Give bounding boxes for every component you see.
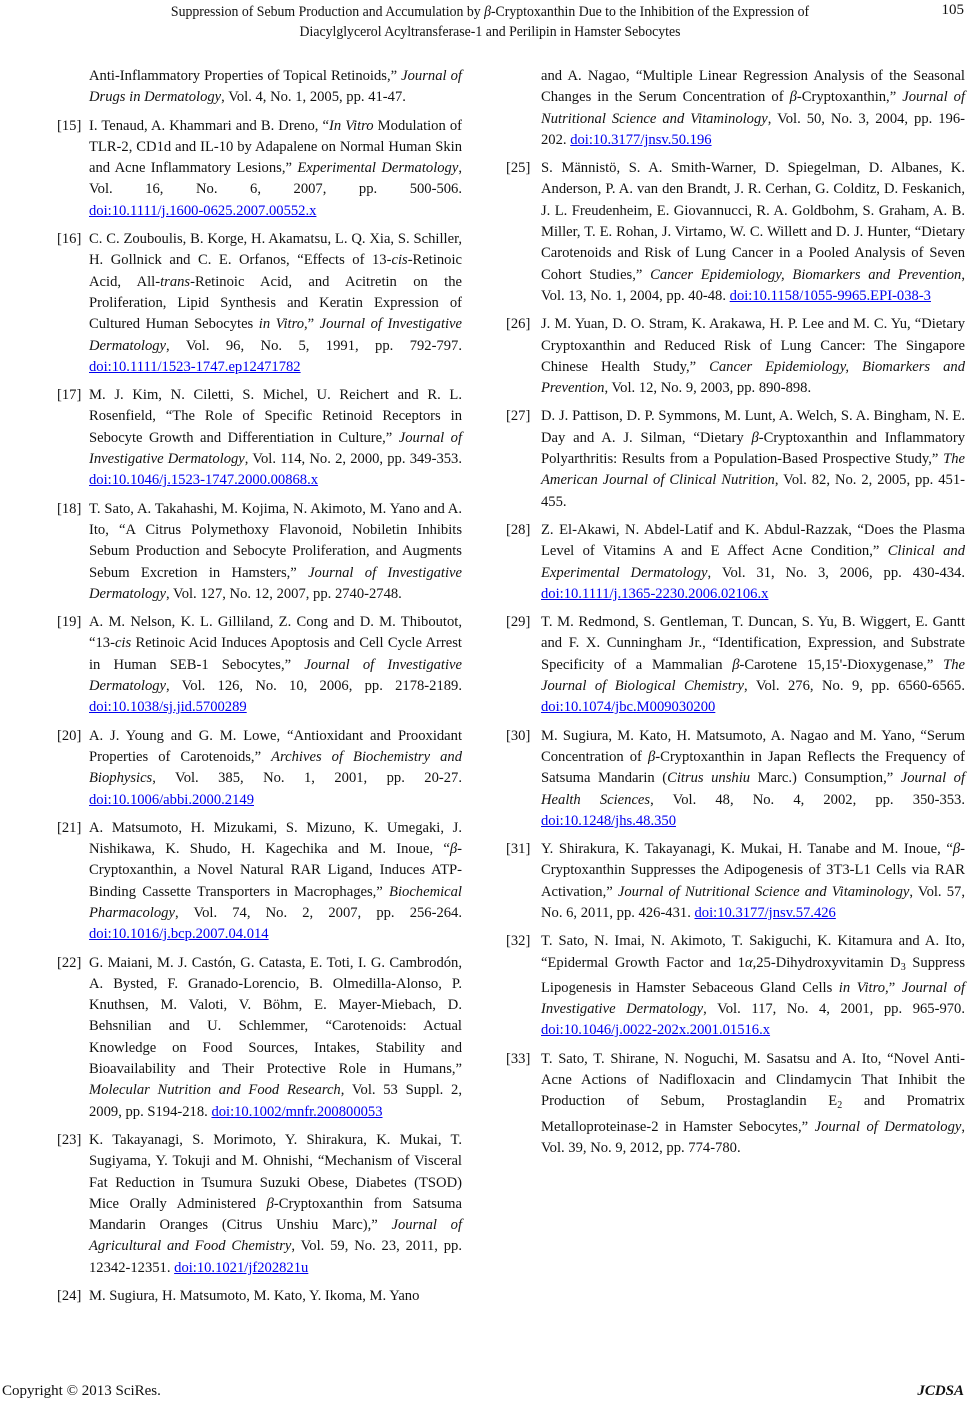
reference-number: [32] [506, 933, 531, 950]
reference-number: [31] [506, 841, 531, 858]
reference-text: A. Matsumoto, H. Mizukami, S. Mizuno, K. Umegaki, J. Nishikawa, K. Shudo, H. Kagechika and M. Inoue, “ [89, 819, 462, 858]
reference-text: D. J. Pattison, D. P. Symmons, M. Lunt, A. Welch, S. A. Bingham, N. E. Day and A. J. Silman, “Dietary [541, 408, 965, 446]
doi-link[interactable]: doi:10.1111/j.1365-2230.2006.02106.x [541, 585, 769, 602]
page-number: 105 [941, 2, 964, 18]
reference-italic-text: Citrus unshiu [667, 770, 751, 787]
reference-text: , Vol. 4, No. 1, 2005, pp. 41-47. [221, 89, 406, 106]
reference-italic-text: Archives of Biochemistry and Biophysics [89, 748, 462, 787]
reference-text: -Cryptoxanthin,” [796, 89, 903, 106]
reference-text: -Carotene 15,15'-Dioxygenase,” [739, 656, 944, 673]
reference-text: , Vol. 127, No. 12, 2007, pp. 2740-2748. [166, 585, 402, 602]
reference-number: [27] [506, 408, 531, 425]
reference-number: [24] [57, 1288, 82, 1305]
reference-text: -Cryptoxanthin, a Novel Natural RAR Ligand, Induces ATP-Binding Cassette Transporters in Macrophages,” [89, 841, 462, 900]
reference-number: [25] [506, 160, 531, 177]
header-text: -Cryptoxanthin Due to the Inhibition of the Expression of [490, 4, 810, 20]
reference-entry [506, 158, 965, 307]
reference-italic-text: Clinical and Experimental Dermatology [541, 543, 965, 581]
reference-number: [21] [57, 819, 82, 836]
reference-text: -Retinoic Acid, All- [89, 252, 462, 290]
reference-text: A. J. Young and G. M. Lowe, “Antioxidant and Prooxidant Properties of Carotenoids,” [89, 727, 462, 765]
reference-italic-text: β [266, 1195, 274, 1212]
reference-text: ,25-Dihydroxyvitamin D [752, 954, 901, 971]
reference-text: Y. Shirakura, K. Takayanagi, K. Mukai, H. Tanabe and M. Inoue, “ [541, 841, 953, 858]
doi-link[interactable]: doi:10.1006/abbi.2000.2149 [89, 791, 254, 808]
doi-link[interactable]: doi:10.1016/j.bcp.2007.04.014 [89, 926, 269, 943]
reference-italic-text: trans [160, 273, 191, 290]
reference-text: , Vol. 13, No. 1, 2004, pp. 40-48. [541, 266, 965, 304]
reference-entry [506, 612, 965, 718]
header-title-line-2: Diacylglycerol Acyltransferase-1 and Perilipin in Hamster Sebocytes [299, 24, 681, 40]
reference-entry [506, 520, 965, 605]
doi-link[interactable]: doi:10.3177/jnsv.50.196 [570, 131, 712, 148]
reference-italic-text: In Vitro [328, 117, 374, 134]
journal-abbrev: JCDSA [917, 1383, 964, 1399]
reference-text: , Vol. 12, No. 9, 2003, pp. 890-898. [604, 380, 812, 397]
reference-italic-text: Cancer Epidemiology, Biomarkers and Prevention [650, 266, 962, 283]
reference-text: Z. El-Akawi, N. Abdel-Latif and K. Abdul-Razzak, “Does the Plasma Level of Vitamins A and E Affect Acne Condition,” [541, 521, 965, 560]
reference-italic-text: Cancer Epidemiology, Biomarkers and Prevention [541, 358, 965, 397]
reference-text: -Cryptoxanthin in Japan Reflects the Frequency of Satsuma Mandarin ( [541, 748, 965, 787]
copyright: Copyright © 2013 SciRes. [2, 1383, 161, 1399]
reference-number: [28] [506, 521, 531, 538]
reference-number: [26] [506, 316, 531, 333]
reference-text: , Vol. 114, No. 2, 2000, pp. 349-353. [244, 451, 462, 468]
reference-text: Marc.) Consumption,” [750, 770, 901, 787]
reference-italic-text: Journal of Agricultural and Food Chemistry [89, 1217, 462, 1255]
reference-text: , Vol. 385, No. 1, 2001, pp. 20-27. [152, 770, 462, 787]
reference-entry [57, 385, 462, 491]
doi-link[interactable]: doi:10.1074/jbc.M009030200 [541, 699, 716, 716]
reference-number: [22] [57, 954, 82, 971]
reference-number: [23] [57, 1131, 82, 1148]
doi-link[interactable]: doi:10.1002/mnfr.200800053 [211, 1103, 383, 1120]
subscript: 3 [900, 961, 906, 973]
reference-italic-text: β [449, 841, 458, 858]
doi-link[interactable]: doi:10.1046/j.1523-1747.2000.00868.x [89, 472, 319, 489]
reference-number: [30] [506, 727, 531, 744]
reference-number: [18] [57, 500, 82, 517]
reference-entry [57, 612, 462, 718]
reference-italic-text: β [751, 429, 759, 446]
reference-italic-text: β [648, 748, 656, 765]
reference-text: , Vol. 31, No. 3, 2006, pp. 430-434. [707, 564, 965, 581]
reference-entry [57, 229, 462, 378]
reference-italic-text: Journal of Investigative Dermatology [89, 564, 462, 602]
reference-number: [33] [506, 1050, 531, 1067]
reference-text: G. Maiani, M. J. Castón, G. Catasta, E. Toti, I. G. Cambrodón, A. Bysted, F. Granado-Lorencio, B. Olmedilla-Alonso, P. Knuthsen, M. Valoti, V. Böhm, E. Mayer-Miebach, D. Behsnilian and U. Schlemmer, “Carotenoids: Actual Knowledge on Food Sources, Intakes, Stability and Bioavailability and Their Protective Role in Humans,” [89, 954, 462, 1078]
reference-italic-text: The Journal of Biological Chemistry [541, 656, 965, 695]
reference-italic-text: in Vitro [838, 979, 886, 996]
reference-text: -Retinoic Acid, and Acitretin on the Proliferation, Lipid Synthesis and Keratin Expression of Cultured Human Sebocytes [89, 273, 462, 333]
reference-text: M. Sugiura, M. Kato, H. Matsumoto, A. Nagao and M. Yano, “Serum Concentration of [541, 727, 965, 765]
reference-text: K. Takayanagi, S. Morimoto, Y. Shirakura, K. Mukai, T. Sugiyama, Y. Tokuji and M. Ohnishi, “Mechanism of Visceral Fat Reduction in Tsumura Suzuki Obese, Diabetes (TSOD) Mice Orally Administered [89, 1131, 462, 1212]
subscript: 2 [837, 1100, 843, 1112]
reference-entry [506, 314, 965, 399]
reference-text: , Vol. 96, No. 5, 1991, pp. 792-797. [166, 337, 462, 354]
reference-entry [57, 116, 462, 222]
reference-text: T. M. Redmond, S. Gentleman, T. Duncan, S. Yu, B. Wiggert, E. Gantt and F. X. Cunningham Jr., “Identification, Expression, and Substrate Specificity of a Mammalian [541, 614, 965, 673]
reference-text: , Vol. 16, No. 6, 2007, pp. 500-506. [89, 160, 462, 198]
reference-number: [19] [57, 614, 82, 631]
reference-entry [57, 1286, 462, 1307]
reference-italic-text: Journal of Investigative Dermatology [541, 979, 966, 1018]
reference-entry [506, 406, 965, 512]
reference-entry [506, 726, 965, 832]
doi-link[interactable]: doi:10.1046/j.0022-202x.2001.01516.x [541, 1022, 771, 1039]
doi-link[interactable]: doi:10.1111/j.1600-0625.2007.00552.x [89, 202, 317, 219]
reference-italic-text: β [952, 841, 961, 858]
reference-italic-text: Biochemical Pharmacology [89, 883, 462, 921]
reference-entry [57, 818, 462, 946]
reference-text: ,” [885, 979, 902, 996]
reference-text: , Vol. 117, No. 4, 2001, pp. 965-970. [703, 1001, 965, 1018]
header-beta: β [484, 4, 491, 20]
reference-text: , Vol. 59, No. 23, 2011, pp. 12342-12351. [89, 1238, 463, 1276]
reference-italic-text: Journal of Investigative Dermatology [89, 656, 462, 695]
reference-text: T. Sato, T. Shirane, N. Noguchi, M. Sasatsu and A. Ito, “Novel Anti-Acne Actions of Nadifloxacin and Clindamycin That Inhibit the Production of Sebum, Prostaglandin E [541, 1050, 965, 1110]
reference-continuation [506, 66, 965, 151]
reference-continuation [57, 66, 462, 109]
reference-text: -Cryptoxanthin Suppresses the Adipogenesis of 3T3-L1 Cells via RAR Activation,” [541, 841, 965, 900]
reference-text: , Vol. 48, No. 4, 2002, pp. 350-353. [650, 791, 965, 808]
reference-text: A. M. Nelson, K. L. Gilliland, Z. Cong and D. M. Thiboutot, “13- [89, 614, 462, 652]
reference-text: and A. Nagao, “Multiple Linear Regression Analysis of the Seasonal Changes in the Serum Concentration of [541, 68, 965, 106]
doi-link[interactable]: doi:10.1111/1523-1747.ep12471782 [89, 358, 301, 375]
reference-text: Suppress Lipogenesis in Hamster Sebaceous Gland Cells [541, 954, 965, 996]
reference-text: J. M. Yuan, D. O. Stram, K. Arakawa, H. P. Lee and M. C. Yu, “Dietary Cryptoxanthin and Reduced Risk of Lung Cancer: The Singapore Chinese Health Study,” [541, 316, 965, 375]
reference-number: [15] [57, 117, 82, 134]
reference-number: [17] [57, 387, 82, 404]
reference-italic-text: β [789, 89, 797, 106]
header-title-line-1 [94, 2, 885, 22]
doi-link[interactable]: doi:10.3177/jnsv.57.426 [694, 904, 836, 921]
reference-italic-text: Journal of Health Sciences [541, 770, 965, 808]
reference-text: I. Tenaud, A. Khammari and B. Dreno, “ [89, 117, 329, 134]
reference-number: [29] [506, 614, 531, 631]
reference-text: ,” [304, 316, 320, 333]
reference-italic-text: Journal of Nutritional Science and Vitaminology [617, 883, 910, 900]
reference-text: -Cryptoxanthin and Inflammatory Polyarthritis: Results from a Population-Based Prospective Study,” [541, 429, 965, 468]
reference-text: , Vol. 57, No. 6, 2011, pp. 426-431. [541, 883, 965, 921]
reference-italic-text: Journal of Drugs in Dermatology [89, 68, 462, 106]
reference-italic-text: cis [391, 252, 408, 269]
reference-italic-text: Molecular Nutrition and Food Research [89, 1082, 341, 1099]
reference-entry [506, 839, 965, 924]
running-header [94, 2, 885, 42]
reference-text: and Promatrix Metalloproteinase-2 in Hamster Sebocytes,” [541, 1093, 965, 1135]
references-right-column [506, 66, 965, 1166]
reference-text: C. C. Zouboulis, B. Korge, H. Akamatsu, L. Q. Xia, S. Schiller, H. Gollnick and C. E. Orfanos, “Effects of 13- [89, 231, 462, 269]
reference-text: T. Sato, N. Imai, N. Akimoto, T. Sakiguchi, K. Kitamura and A. Ito, “Epidermal Growth Factor and 1 [541, 933, 965, 971]
doi-link[interactable]: doi:10.1158/1055-9965.EPI-038-3 [729, 287, 931, 304]
reference-italic-text: cis [114, 635, 132, 652]
reference-text: , Vol. 50, No. 3, 2004, pp. 196-202. [541, 110, 965, 148]
reference-italic-text: β [732, 656, 740, 673]
reference-italic-text: The American Journal of Clinical Nutrition [541, 451, 965, 489]
reference-text: , Vol. 74, No. 2, 2007, pp. 256-264. [174, 904, 462, 921]
doi-link[interactable]: doi:10.1038/sj.jid.5700289 [89, 699, 247, 716]
reference-italic-text: Journal of Investigative Dermatology [89, 316, 463, 354]
header-text: Suppression of Sebum Production and Accumulation by [170, 4, 485, 20]
reference-entry [57, 953, 462, 1123]
reference-italic-text: Experimental Dermatology [297, 160, 459, 177]
reference-italic-text: Journal of Nutritional Science and Vitaminology [541, 89, 966, 127]
reference-text: Retinoic Acid Induces Apoptosis and Cell Cycle Arrest in Human SEB-1 Sebocytes,” [89, 635, 462, 673]
reference-italic-text: in Vitro [258, 316, 305, 333]
reference-text: Modulation of TLR-2, CD1d and IL-10 by Adapalene on Normal Human Skin and Acne Inflammatory Lesions,” [89, 117, 462, 177]
reference-text: , Vol. 276, No. 9, pp. 6560-6565. [743, 678, 965, 695]
reference-italic-text: Journal of Dermatology [814, 1118, 962, 1135]
reference-text: Anti-Inflammatory Properties of Topical Retinoids,” [89, 68, 402, 84]
reference-text: , Vol. 53 Suppl. 2, 2009, pp. S194-218. [89, 1082, 462, 1120]
reference-entry [57, 726, 462, 811]
reference-text: T. Sato, A. Takahashi, M. Kojima, N. Akimoto, M. Yano and A. Ito, “A Citrus Polymethoxy Flavonoid, Nobiletin Inhibits Sebum Production and Sebocyte Proliferation, and Augments Sebum Excretion in Hamsters,” [89, 500, 462, 581]
reference-number: [20] [57, 727, 82, 744]
reference-text: , Vol. 126, No. 10, 2006, pp. 2178-2189. [166, 678, 462, 695]
references-left-column [57, 66, 462, 1314]
reference-text: , Vol. 82, No. 2, 2005, pp. 451-455. [541, 472, 965, 510]
reference-italic-text: Journal of Investigative Dermatology [89, 429, 462, 468]
reference-number: [16] [57, 231, 82, 248]
reference-text: M. Sugiura, H. Matsumoto, M. Kato, Y. Ikoma, M. Yano [89, 1288, 420, 1305]
reference-text: M. J. Kim, N. Ciletti, S. Michel, U. Reichert and R. L. Rosenfield, “The Role of Specific Retinoid Receptors in Sebocyte Growth and Differentiation in Culture,” [89, 387, 462, 446]
doi-link[interactable]: doi:10.1021/jf202821u [174, 1259, 309, 1276]
reference-entry [57, 499, 462, 605]
reference-entry [506, 931, 965, 1041]
reference-entry [57, 1130, 462, 1279]
reference-text: -Cryptoxanthin from Satsuma Mandarin Oranges (Citrus Unshiu Marc),” [89, 1195, 462, 1234]
reference-italic-text: α [744, 954, 753, 971]
reference-entry [506, 1049, 965, 1159]
doi-link[interactable]: doi:10.1248/jhs.48.350 [541, 812, 676, 829]
reference-text: , Vol. 39, No. 9, 2012, pp. 774-780. [541, 1118, 965, 1156]
reference-text: S. Männistö, S. A. Smith-Warner, D. Spiegelman, D. Albanes, K. Anderson, P. A. van den Brandt, J. R. Cerhan, G. Colditz, D. Feskanich, J. L. Freudenheim, E. Giovannucci, R. A. Goldbohm, S. Graham, A. B. Miller, T. E. Rohan, J. Virtamo, W. C. Willett and D. J. Hunter, “Dietary Carotenoids and Risk of Lung Cancer in a Pooled Analysis of Seven Cohort Studies,” [541, 160, 965, 283]
